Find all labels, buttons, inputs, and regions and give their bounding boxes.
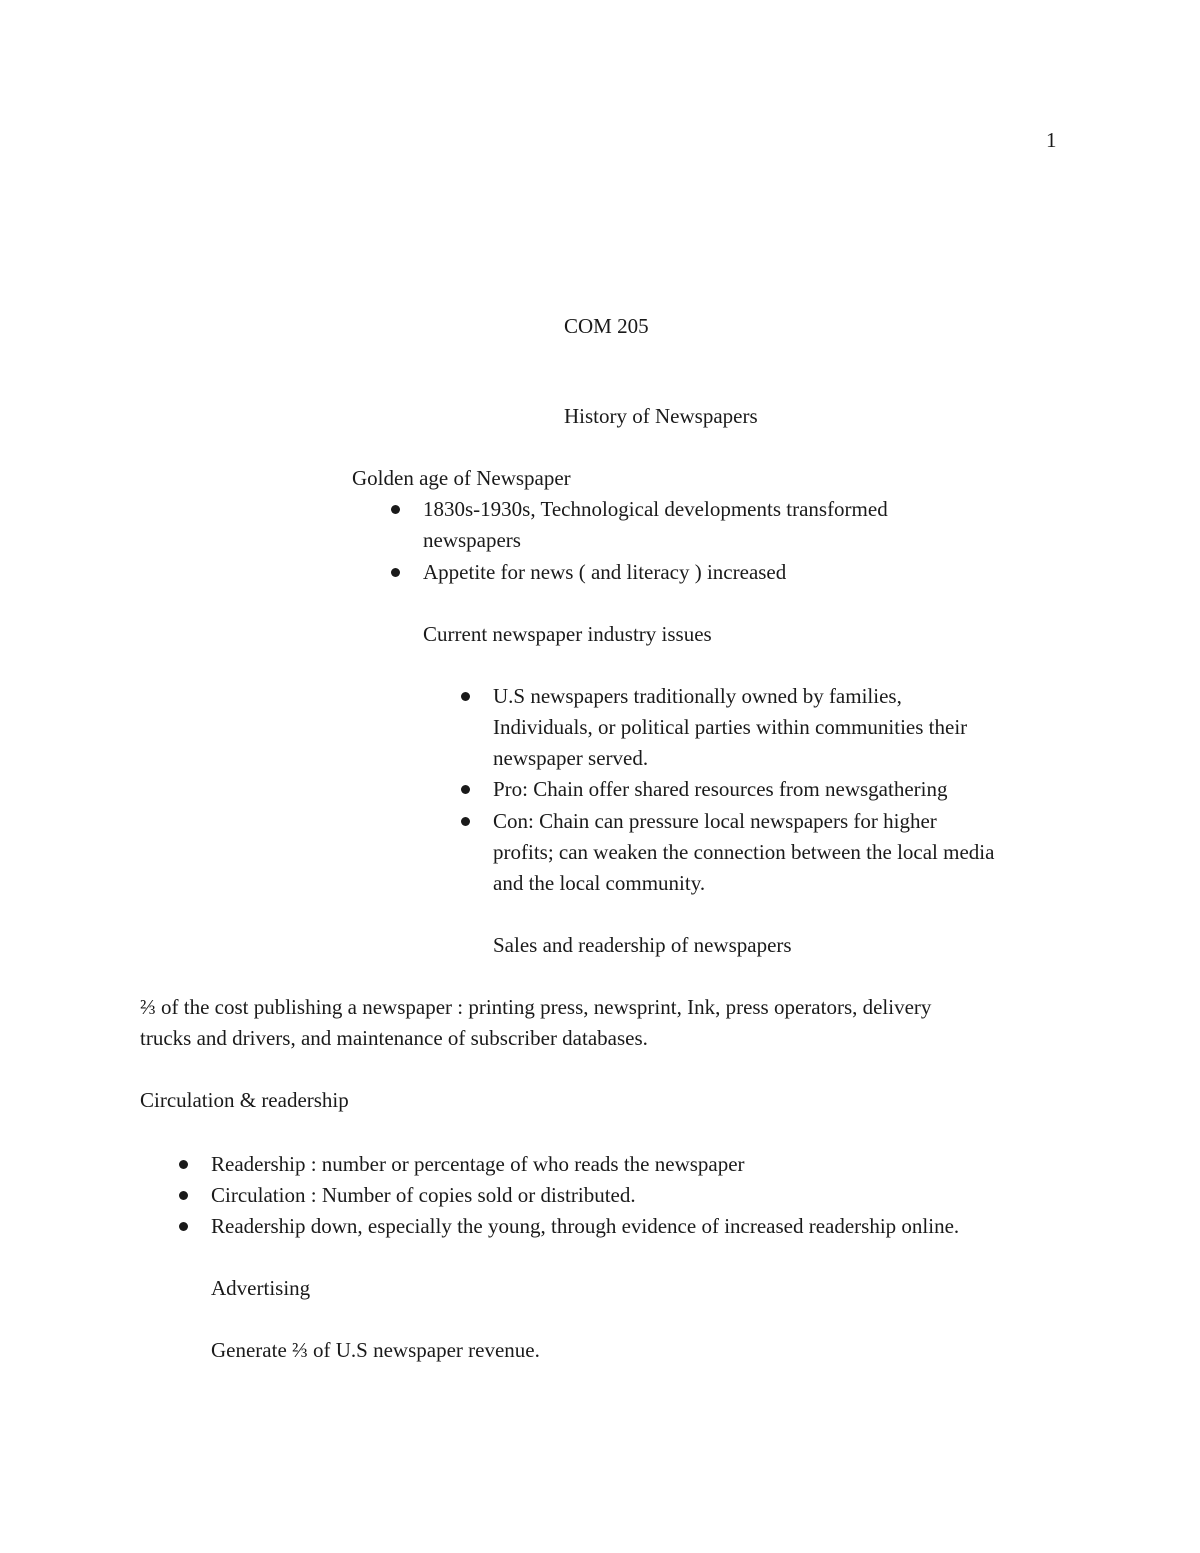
sales-paragraph-line-2: trucks and drivers, and maintenance of subscriber databases. [140,1026,648,1050]
page-number: 1 [1046,128,1057,152]
sales-paragraph-line-1: ⅔ of the cost publishing a newspaper : printing press, newsprint, Ink, press operators, delivery [140,995,932,1019]
circulation-heading: Circulation & readership [140,1088,349,1112]
bullet-icon [391,505,400,514]
golden-age-bullet-1-line-2: newspapers [423,528,521,552]
advertising-text: Generate ⅔ of U.S newspaper revenue. [211,1338,540,1362]
industry-bullet-3-line-1: Con: Chain can pressure local newspapers for higher [493,809,937,833]
page-title: History of Newspapers [564,404,758,428]
bullet-icon [179,1222,188,1231]
circulation-bullet-1: Readership : number or percentage of who reads the newspaper [211,1152,745,1176]
industry-bullet-1-line-3: newspaper served. [493,746,649,770]
bullet-icon [461,785,470,794]
bullet-icon [461,817,470,826]
circulation-bullet-2: Circulation : Number of copies sold or distributed. [211,1183,636,1207]
bullet-icon [391,568,400,577]
industry-bullet-3-line-3: and the local community. [493,871,706,895]
golden-age-bullet-2-line-1: Appetite for news ( and literacy ) increased [423,560,787,584]
bullet-icon [179,1160,188,1169]
circulation-bullet-3: Readership down, especially the young, through evidence of increased readership online. [211,1214,960,1238]
industry-bullet-3-line-2: profits; can weaken the connection between the local media [493,840,995,864]
advertising-heading: Advertising [211,1276,311,1300]
golden-age-heading: Golden age of Newspaper [352,466,571,490]
bullet-icon [461,692,470,701]
industry-bullet-1-line-2: Individuals, or political parties within communities their [493,715,968,739]
bullet-icon [179,1191,188,1200]
course-label: COM 205 [564,314,649,338]
golden-age-bullet-1-line-1: 1830s-1930s, Technological developments transformed [423,497,888,521]
industry-bullet-1-line-1: U.S newspapers traditionally owned by families, [493,684,902,708]
sales-heading: Sales and readership of newspapers [493,933,792,957]
industry-issues-heading: Current newspaper industry issues [423,622,712,646]
industry-bullet-2-line-1: Pro: Chain offer shared resources from newsgathering [493,777,948,801]
